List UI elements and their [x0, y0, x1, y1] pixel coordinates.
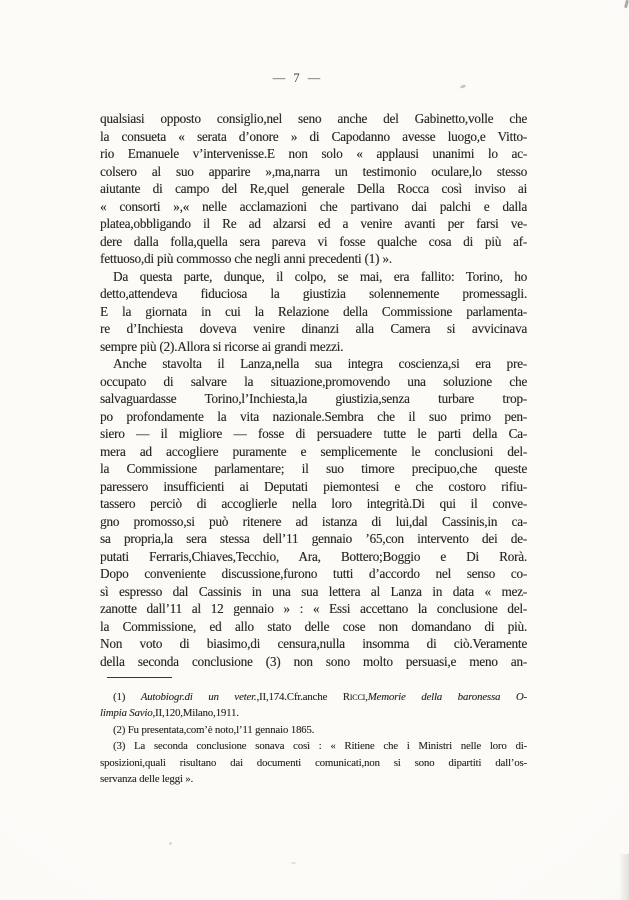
text-line: siero — il migliore — fosse di persuadere tutte le parti della Ca- — [100, 426, 527, 441]
page-number: — 7 — — [272, 71, 322, 85]
text-line: Anche stavolta il Lanza,nella sua integra coscienza,si era pre- — [113, 356, 527, 371]
text-line: detto,attendeva fiduciosa la giustizia solennemente promessagli. — [100, 286, 527, 301]
text-line: sempre più (2).Allora si ricorse ai grandi mezzi. — [100, 338, 344, 354]
footnote-segment: servanza delle leggi ». — [100, 772, 194, 785]
text-line: la consueta « serata d’onore » di Capodanno avesse luogo,e Vitto- — [100, 128, 527, 144]
footnote-line — [100, 771, 527, 787]
main-text — [100, 110, 527, 670]
text-line: putati Ferraris,Chiaves,Tecchio, Ara, Bottero;Boggio e Di Rorà. — [100, 548, 527, 564]
text-line: la Commissione parlamentare; il suo timore precipuo,che queste — [100, 461, 527, 476]
text-line: sì espresso dal Cassinis in una sua lettera al Lanza in data « mez- — [100, 583, 527, 599]
text-line: colsero al suo apparire »,ma,narra un testimonio oculare,lo stesso — [100, 163, 527, 179]
footnote-segment: (3) La seconda conclusione sonava così : « Ritiene che i Ministri nelle loro di- — [113, 740, 527, 753]
text-line: Non voto di biasimo,di censura,nulla insomma di ciò.Veramente — [100, 636, 527, 651]
footnote-segment: , — [365, 691, 368, 703]
footnote-line — [100, 755, 527, 771]
footnote-segment: Autobiogr.di un veter. — [140, 691, 257, 703]
text-line: po profondamente la vita nazionale.Sembra che il suo primo pen- — [100, 408, 527, 424]
footnote-segment: (1) — [113, 691, 141, 703]
footnote-segment: Ricci — [342, 691, 366, 703]
footnote-segment: ,II,174.Cfr.anche — [256, 691, 343, 703]
text-line: re d’Inchiesta doveva venire dinanzi alla Camera si avvicinava — [100, 321, 527, 336]
text-line: la Commissione, ed allo stato delle cose non domandano di più. — [100, 618, 527, 634]
footnote-separator — [107, 677, 172, 678]
text-line: « consorti »,« nelle acclamazioni che partivano dai palchi e dalla — [100, 198, 527, 214]
text-line: paressero insufficienti ai Deputati piemontesi e che costoro rifiu- — [100, 478, 527, 494]
footnote-segment: ,II,120,Milano,1911. — [152, 707, 239, 720]
text-line: dere dalla folla,quella sera pareva vi fosse qualche cosa di più af- — [100, 233, 527, 249]
text-line: Dopo conveniente discussione,furono tutti d’accordo nel senso co- — [100, 566, 527, 581]
footnote-segment: sposizioni,quali risultano dai documenti comunicati,non si sono dipartiti dall’os- — [100, 756, 527, 769]
scan-edge-mark — [624, 0, 629, 8]
text-line: mera ad accogliere puramente e semplicemente le conclusioni del- — [100, 443, 527, 459]
text-line: Da questa parte, dunque, il colpo, se mai, era fallito: Torino, ho — [113, 268, 527, 284]
text-line: salvaguardasse Torino,l’Inchiesta,la giustizia,senza turbare trop- — [100, 391, 527, 406]
text-line: occupato di salvare la situazione,promovendo una soluzione che — [100, 373, 527, 389]
text-line: tassero perciò di accoglierle nella loro integrità.Di qui il conve- — [100, 496, 527, 511]
text-line: rio Emanuele v’intervenisse.E non solo « applausi unanimi lo ac- — [100, 146, 527, 161]
footnotes — [100, 689, 527, 787]
text-line: gno promosso,si può ritenere ad istanza di lui,dal Cassinis,in ca- — [100, 513, 527, 529]
footnote-line — [100, 738, 527, 754]
footnote-segment: (2) Fu presentata,com’è noto,l’11 gennaio 1865. — [113, 723, 315, 736]
footnote-line — [100, 705, 527, 721]
footnote-line — [100, 722, 527, 738]
text-line: fettuoso,di più commosso che negli anni precedenti (1) ». — [100, 251, 392, 266]
footnote-segment: limpia Savio — [100, 707, 153, 720]
text-line: E la giornata in cui la Relazione della Commissione parlamenta- — [100, 303, 527, 319]
scan-speck — [460, 84, 467, 89]
scan-speck — [169, 842, 172, 845]
scan-speck — [291, 862, 296, 864]
text-line: zanotte dall’11 al 12 gennaio » : « Essi accettano la conclusione del- — [100, 601, 527, 616]
text-line: platea,obbligando il Re ad alzarsi ed a venire avanti per farsi ve- — [100, 216, 527, 231]
footnote-line — [100, 689, 527, 705]
scan-edge-shadow — [619, 854, 629, 900]
footnote-segment: Memorie della baronessa O- — [367, 691, 527, 703]
text-line: aiutante di campo del Re,quel generale Della Rocca così inviso ai — [100, 181, 527, 196]
text-line: qualsiasi opposto consiglio,nel seno anche del Gabinetto,volle che — [100, 111, 527, 126]
text-line: della seconda conclusione (3) non sono molto persuasi,e meno an- — [100, 653, 527, 669]
text-line: sa propria,la sera stessa dell’11 gennaio ’65,con intervento dei de- — [100, 531, 527, 546]
